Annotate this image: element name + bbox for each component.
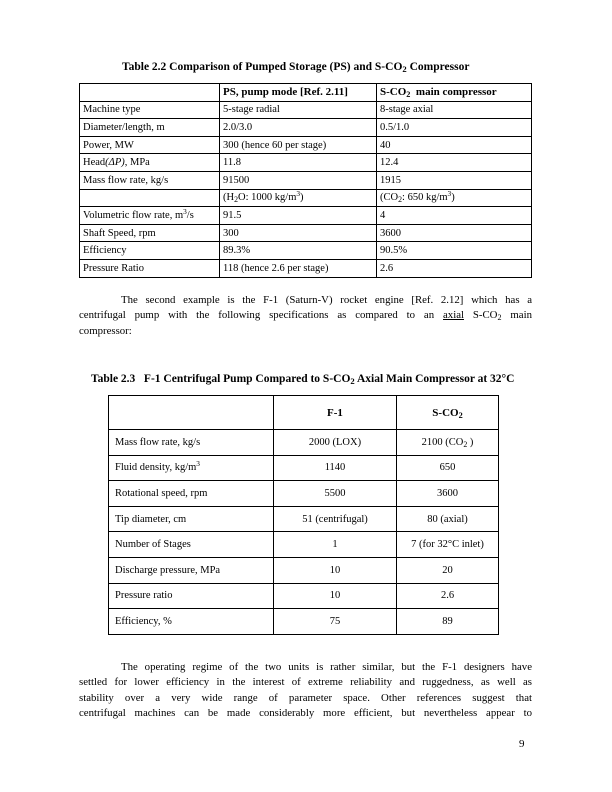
row-label: Mass flow rate, kg/s <box>80 171 220 189</box>
f1-value: 51 (centrifugal) <box>274 506 397 532</box>
table-header-row <box>109 396 499 430</box>
ps-density <box>220 189 377 207</box>
table-row <box>109 557 499 583</box>
caption-text: Table 2.3 F-1 Centrifugal Pump Compared to S-CO <box>91 373 351 385</box>
row-label: Number of Stages <box>109 532 274 558</box>
sco2-value: 40 <box>377 136 532 154</box>
label-pre: Volumetric flow rate, m <box>83 209 184 221</box>
table-row <box>80 242 532 260</box>
sco2-value: 90.5% <box>377 242 532 260</box>
f1-value: 10 <box>274 583 397 609</box>
label-sup: 3 <box>183 206 187 216</box>
table-row <box>109 455 499 481</box>
header-f1: F-1 <box>274 396 397 430</box>
ps-value: 300 <box>220 224 377 242</box>
ps-density-post: O: 1000 kg/m <box>238 192 297 204</box>
label-delta-p: (ΔP) <box>105 157 125 169</box>
paragraph-line: settled for lower efficiency in the interest of extreme reliability and ruggedness, as well as <box>79 676 532 689</box>
sco2-density-sup: 3 <box>447 189 452 199</box>
header-sco2 <box>397 396 499 430</box>
table-row <box>109 609 499 635</box>
row-label: Rotational speed, rpm <box>109 481 274 507</box>
header-sco2-post: main compressor <box>410 85 497 98</box>
f1-value: 10 <box>274 557 397 583</box>
row-label: Pressure Ratio <box>80 259 220 277</box>
sco2-value: 20 <box>397 557 499 583</box>
paragraph-line <box>79 308 532 323</box>
row-label: Efficiency <box>80 242 220 260</box>
sco2-pre: 2100 (CO <box>421 436 464 448</box>
line-pre: centrifugal pump with the following specifications as compared to an <box>79 309 443 322</box>
sco2-value: 650 <box>397 455 499 481</box>
ps-value: 2.0/3.0 <box>220 119 377 137</box>
header-sco2-pre: S-CO <box>380 85 407 98</box>
table-2-3-caption <box>91 373 514 385</box>
header-sco2 <box>377 84 532 102</box>
sco2-density-post: : 650 kg/m <box>402 192 448 204</box>
line-mid: S-CO <box>463 309 498 322</box>
table-row <box>80 154 532 172</box>
sco2-density-sub: 2 <box>398 195 403 205</box>
label-post: /s <box>186 209 194 221</box>
sco2-post: ) <box>467 436 474 448</box>
table-row <box>109 430 499 456</box>
sco2-value: 4 <box>377 207 532 225</box>
row-label <box>109 455 274 481</box>
sco2-sub: 2 <box>463 439 468 449</box>
paragraph-line: The second example is the F-1 (Saturn-V) rocket engine [Ref. 2.12] which has a <box>121 294 532 306</box>
ps-value: 118 (hence 2.6 per stage) <box>220 259 377 277</box>
sco2-value: 0.5/1.0 <box>377 119 532 137</box>
sco2-value: 1915 <box>377 171 532 189</box>
row-label: Power, MW <box>80 136 220 154</box>
header-sco2-sub: 2 <box>458 410 463 420</box>
row-label <box>80 154 220 172</box>
label-pre: Head <box>83 157 106 169</box>
f1-value: 5500 <box>274 481 397 507</box>
f1-value: 75 <box>274 609 397 635</box>
f1-value: 1 <box>274 532 397 558</box>
paragraph-line: stability over a very wide range of parameter space. Other references suggest that <box>79 691 532 704</box>
row-label: Machine type <box>80 101 220 119</box>
sco2-value: 2.6 <box>377 259 532 277</box>
sco2-density <box>377 189 532 207</box>
row-label: Mass flow rate, kg/s <box>109 430 274 456</box>
sco2-value: 3600 <box>377 224 532 242</box>
paragraph-operating-regime <box>79 660 532 721</box>
caption-end: Compressor <box>406 61 470 73</box>
table-row <box>109 506 499 532</box>
row-label: Tip diameter, cm <box>109 506 274 532</box>
f1-value: 1140 <box>274 455 397 481</box>
ps-density-end: ) <box>300 192 304 204</box>
table-row <box>80 207 532 225</box>
label-sup: 3 <box>196 459 200 469</box>
sco2-value: 8-stage axial <box>377 101 532 119</box>
header-sco2-pre: S-CO <box>432 406 459 419</box>
table-row <box>80 119 532 137</box>
f1-value: 2000 (LOX) <box>274 430 397 456</box>
table-2-2 <box>79 83 532 278</box>
ps-value: 300 (hence 60 per stage) <box>220 136 377 154</box>
row-label: Pressure ratio <box>109 583 274 609</box>
ps-value: 91500 <box>220 171 377 189</box>
sco2-value: 12.4 <box>377 154 532 172</box>
table-header-row <box>80 84 532 102</box>
table-row <box>80 136 532 154</box>
caption-subscript: 2 <box>350 376 355 386</box>
table-row <box>80 101 532 119</box>
sco2-value: 7 (for 32°C inlet) <box>397 532 499 558</box>
caption-end: Axial Main Compressor at 32°C <box>354 373 515 385</box>
table-row <box>80 189 532 207</box>
underlined-axial: axial <box>443 309 464 322</box>
table-2-2-caption <box>122 61 469 73</box>
row-label: Efficiency, % <box>109 609 274 635</box>
caption-subscript: 2 <box>402 64 407 74</box>
row-label <box>80 189 220 207</box>
sco2-value: 80 (axial) <box>397 506 499 532</box>
sco2-value: 89 <box>397 609 499 635</box>
paragraph-line: compressor: <box>79 324 132 337</box>
row-label <box>80 207 220 225</box>
caption-text: Table 2.2 Comparison of Pumped Storage (PS) and S-CO <box>122 61 403 73</box>
sco2-density-pre: (CO <box>380 192 399 204</box>
label-post: , MPa <box>124 157 150 169</box>
ps-value: 5-stage radial <box>220 101 377 119</box>
table-row <box>109 481 499 507</box>
ps-density-sub: 2 <box>234 195 239 205</box>
table-2-3 <box>108 395 499 635</box>
line-post: main <box>501 309 532 322</box>
header-empty-cell <box>109 396 274 430</box>
table-row <box>109 583 499 609</box>
paragraph-f1-intro <box>79 293 532 339</box>
row-label: Discharge pressure, MPa <box>109 557 274 583</box>
sco2-value: 3600 <box>397 481 499 507</box>
table-row <box>80 224 532 242</box>
table-row <box>80 259 532 277</box>
row-label: Diameter/length, m <box>80 119 220 137</box>
header-empty-cell <box>80 84 220 102</box>
sco2-density-end: ) <box>451 192 455 204</box>
ps-value: 11.8 <box>220 154 377 172</box>
sco2-value <box>397 430 499 456</box>
ps-density-pre: (H <box>223 192 235 204</box>
line-sub: 2 <box>497 313 502 323</box>
paragraph-line: The operating regime of the two units is rather similar, but the F-1 designers have <box>121 661 532 673</box>
ps-density-sup: 3 <box>296 189 301 199</box>
header-ps: PS, pump mode [Ref. 2.11] <box>220 84 377 102</box>
table-row <box>80 171 532 189</box>
paragraph-line: centrifugal machines can be made considerably more efficient, but nevertheless appear to <box>79 706 532 719</box>
label-pre: Fluid density, kg/m <box>115 462 197 474</box>
page-number: 9 <box>519 738 525 750</box>
sco2-value: 2.6 <box>397 583 499 609</box>
ps-value: 91.5 <box>220 207 377 225</box>
row-label: Shaft Speed, rpm <box>80 224 220 242</box>
table-row <box>109 532 499 558</box>
ps-value: 89.3% <box>220 242 377 260</box>
header-sco2-sub: 2 <box>406 89 411 99</box>
